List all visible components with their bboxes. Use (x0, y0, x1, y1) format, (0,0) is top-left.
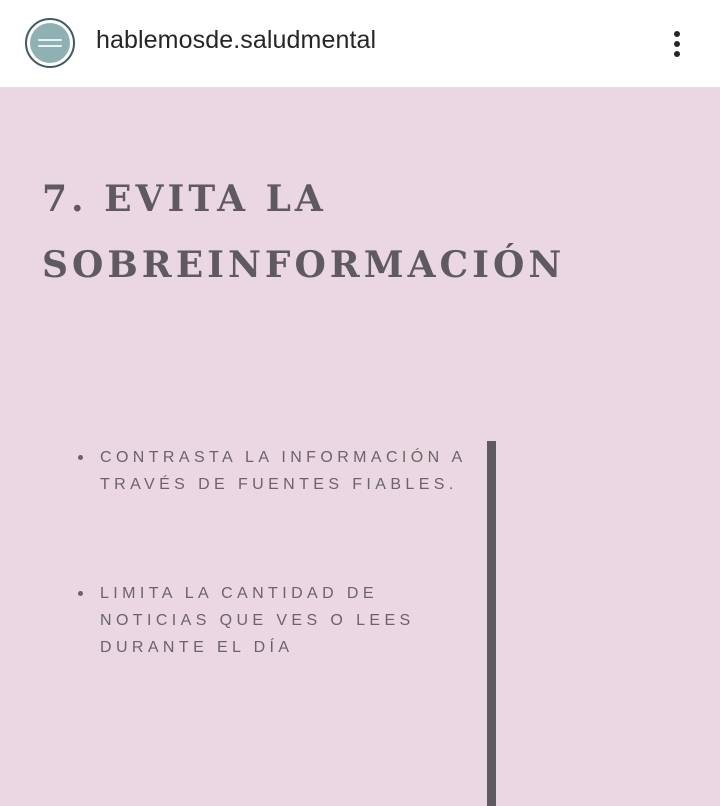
profile-logo-icon (30, 23, 70, 63)
post-title: 7. EVITA LA SOBREINFORMACIÓN (42, 178, 566, 286)
more-options-icon[interactable] (662, 24, 692, 64)
list-item (76, 444, 466, 498)
vertical-divider (487, 441, 496, 806)
list-item (76, 580, 466, 661)
profile-avatar[interactable] (25, 18, 75, 68)
bullet-dot (78, 455, 83, 460)
bullet-dot (78, 591, 83, 596)
bullet-list (76, 444, 466, 661)
post-header (0, 0, 720, 88)
post-image (0, 88, 720, 806)
bullet-text: LIMITA LA CANTIDAD DE NOTICIAS QUE VES O LEES DURANTE EL DÍA (100, 585, 415, 656)
bullet-text: CONTRASTA LA INFORMACIÓN A TRAVÉS DE FUENTES FIABLES. (100, 449, 466, 493)
username-link[interactable]: hablemosde.saludmental (96, 26, 377, 54)
